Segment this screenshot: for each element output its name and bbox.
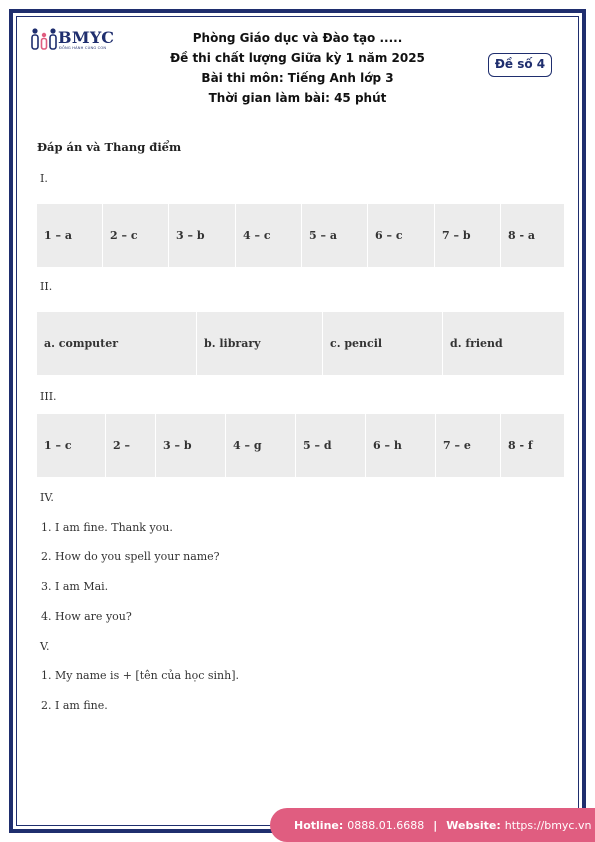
answer-cell: 1 – c (37, 414, 106, 477)
answer-line: 2. I am fine. (41, 699, 108, 712)
answer-cell: b. library (197, 312, 323, 375)
exam-header (120, 28, 475, 108)
answer-cell: 7 – e (436, 414, 501, 477)
answer-cell: c. pencil (323, 312, 443, 375)
contact-footer (270, 808, 595, 842)
answer-line: 1. I am fine. Thank you. (41, 521, 173, 534)
answer-cell: 8 - a (508, 229, 536, 242)
answer-cell: 4 – g (226, 414, 296, 477)
hotline-label: Hotline: (294, 818, 344, 832)
section-label-5: V. (40, 640, 50, 653)
answer-grid-3 (37, 414, 564, 477)
website-link[interactable]: https://bmyc.vn (504, 818, 592, 832)
section-label-1: I. (40, 172, 48, 185)
header-line-department: Phòng Giáo dục và Đào tạo ..... (192, 31, 403, 45)
answer-line: 4. How are you? (41, 610, 132, 623)
answer-line: 2. How do you spell your name? (41, 550, 220, 563)
logo-tagline: ĐỒNG HÀNH CÙNG CON (59, 46, 107, 50)
exam-number-badge: Đề số 4 (488, 53, 552, 77)
answer-cell: a. computer (37, 312, 197, 375)
header-line-exam: Đề thi chất lượng Giữa kỳ 1 năm 2025 (170, 51, 425, 65)
bmyc-logo (30, 27, 120, 55)
section-label-4: IV. (40, 491, 54, 504)
answer-cell: d. friend (450, 337, 503, 350)
answer-cell: 6 – h (366, 414, 436, 477)
answer-cell: 1 – a (37, 204, 103, 267)
logo-text: BMYC (58, 28, 115, 47)
answers-title: Đáp án và Thang điểm (37, 140, 182, 154)
answer-cell: 5 – d (296, 414, 366, 477)
section-label-2: II. (40, 280, 53, 293)
answer-grid-1 (37, 204, 564, 267)
answer-grid-2 (37, 312, 564, 375)
answer-cell: 2 – c (103, 204, 169, 267)
answer-cell: 3 – b (169, 204, 236, 267)
hotline-number[interactable]: 0888.01.6688 (347, 818, 425, 832)
section-label-3: III. (40, 390, 57, 403)
header-line-subject: Bài thi môn: Tiếng Anh lớp 3 (201, 71, 394, 85)
footer-separator: | (433, 818, 438, 832)
answer-cell: 8 - f (508, 439, 533, 452)
family-icon (30, 27, 58, 51)
answer-line: 1. My name is + [tên của học sinh]. (41, 669, 240, 682)
answer-cell: 5 – a (302, 204, 368, 267)
answer-line: 3. I am Mai. (41, 580, 109, 593)
answer-cell: 2 – (106, 414, 156, 477)
website-label: Website: (446, 818, 501, 832)
answer-cell: 4 – c (236, 204, 302, 267)
header-line-duration: Thời gian làm bài: 45 phút (208, 91, 387, 105)
answer-cell: 7 – b (435, 204, 501, 267)
answer-cell: 3 – b (156, 414, 226, 477)
answer-cell: 6 – c (368, 204, 435, 267)
